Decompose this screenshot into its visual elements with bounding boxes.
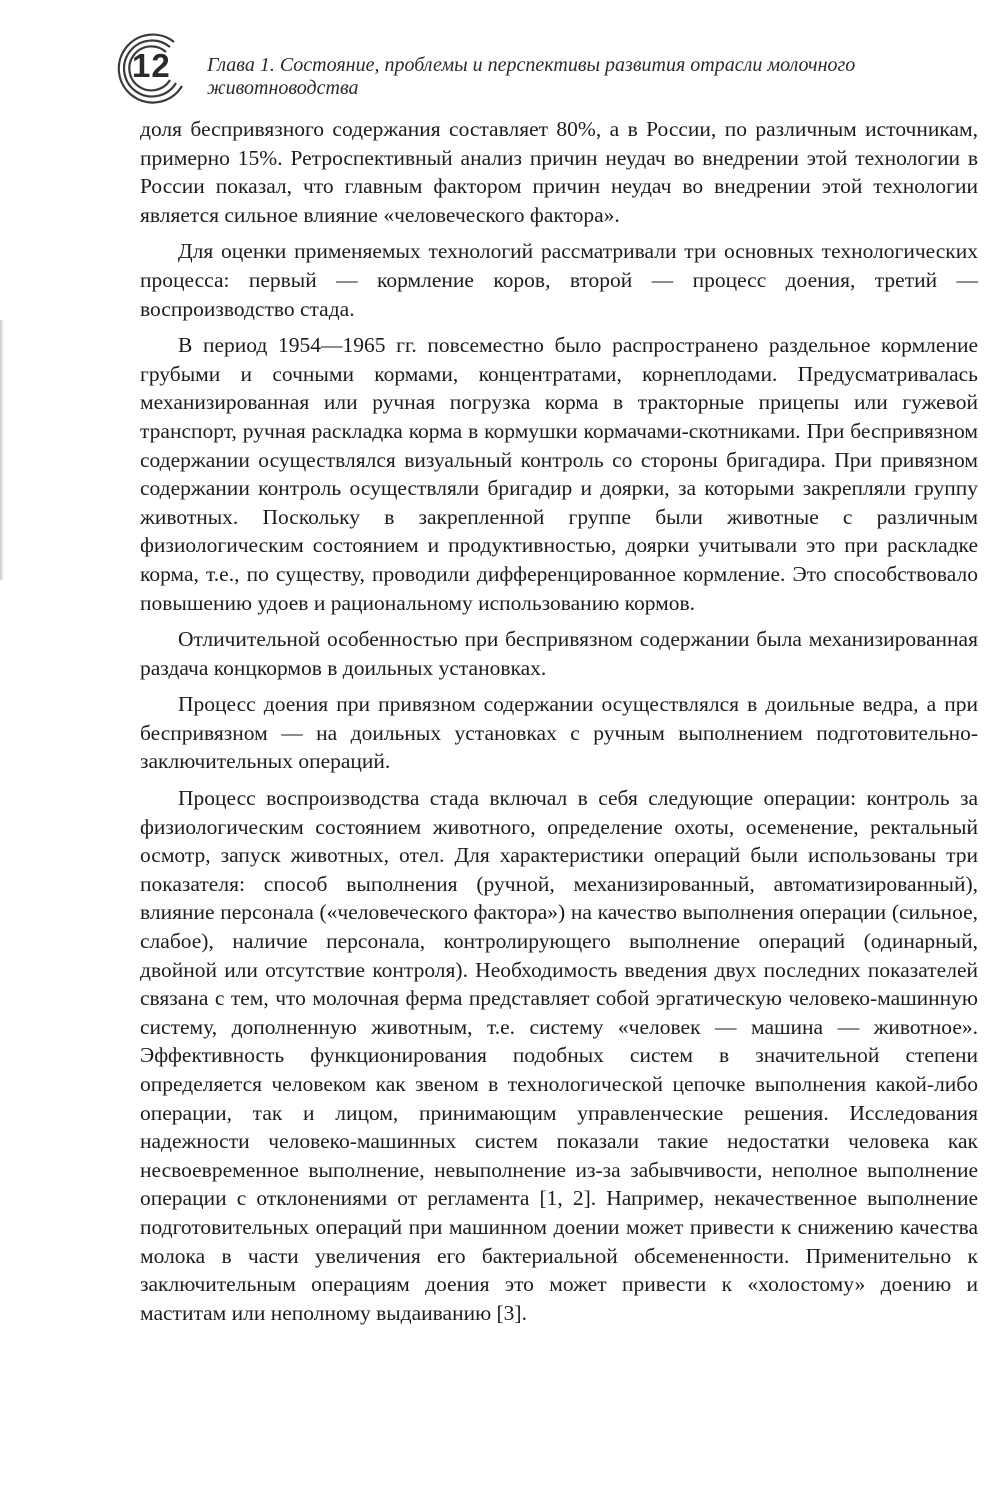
chapter-title: Глава 1. Состояние, проблемы и перспективы развития отрасли молочного животноводства <box>207 54 856 99</box>
paragraph: В период 1954—1965 гг. повсеместно было распространено раздельное кормление грубыми и сочными кормами, концентратами, корнеплодами. Предусматривалась механизированная или ручная погрузка корма в тракторные прицепы или гужевой транспорт, ручная раскладка корма в кормушки кормачами-скотниками. При беспривязном содержании осуществлялся визуальный контроль со стороны бригадира. При привязном содержании контроль осуществляли бригадир и доярки, за которыми закрепляли группу животных. Поскольку в закрепленной группе были животные с различным физиологическим состоянием и продуктивностью, доярки учитывали это при раскладке корма, т.е., по существу, проводили дифференцированное кормление. Это способствовало повышению удоев и рациональному использованию кормов. <box>140 333 978 615</box>
paragraph: Для оценки применяемых технологий рассматривали три основных технологических процесса: первый — кормление коров, второй — процесс доения, третий — воспроизводство стада. <box>140 239 978 321</box>
main-text <box>140 115 978 1335</box>
page-number-emblem <box>112 28 192 108</box>
paragraph: Процесс воспроизводства стада включал в себя следующие операции: контроль за физиологическим состоянием животного, определение охоты, осеменение, ректальный осмотр, запуск животных, отел. Для характеристики операций были использованы три показателя: способ выполнения (ручной, механизированный, автоматизированный), влияние персонала («человеческого фактора») на качество выполнения операции (сильное, слабое), наличие персонала, контролирующего выполнение операций (одинарный, двойной или отсутствие контроля). Необходимость введения двух последних показателей связана с тем, что молочная ферма представляет собой эргатическую человеко-машинную систему, дополненную животным, т.е. систему «человек — машина — животное». Эффективность функционирования подобных систем в значительной степени определяется человеком как звеном в технологической цепочке выполнения какой-либо операции, так и лицом, принимающим управленческие решения. Исследования надежности человеко-машинных систем показали такие недостатки человека как несвоевременное выполнение, невыполнение из-за забывчивости, неполное выполнение операции с отклонениями от регламента [1, 2]. Например, некачественное выполнение подготовительных операций при машинном доении может привести к снижению качества молока в части увеличения его бактериальной обсемененности. Применительно к заключительным операциям доения это может привести к «холостому» доению и маститам или неполному выдаиванию [3]. <box>140 786 978 1325</box>
paragraph: Процесс доения при привязном содержании осуществлялся в доильные ведра, а при беспривязном — на доильных установках с ручным выполнением подготовительно-заключительных операций. <box>140 692 978 774</box>
page-number: 12 <box>132 47 171 84</box>
paragraph: Отличительной особенностью при беспривязном содержании была механизированная раздача концкормов в доильных установках. <box>140 627 978 680</box>
scan-edge-shadow <box>0 320 4 580</box>
paragraph: доля беспривязного содержания составляет 80%, а в России, по различным источникам, примерно 15%. Ретроспективный анализ причин неудач во внедрении этой технологии в России показал, что главным фактором причин неудач во внедрении этой технологии является сильное влияние «человеческого фактора». <box>140 117 978 227</box>
page-header <box>112 28 972 108</box>
